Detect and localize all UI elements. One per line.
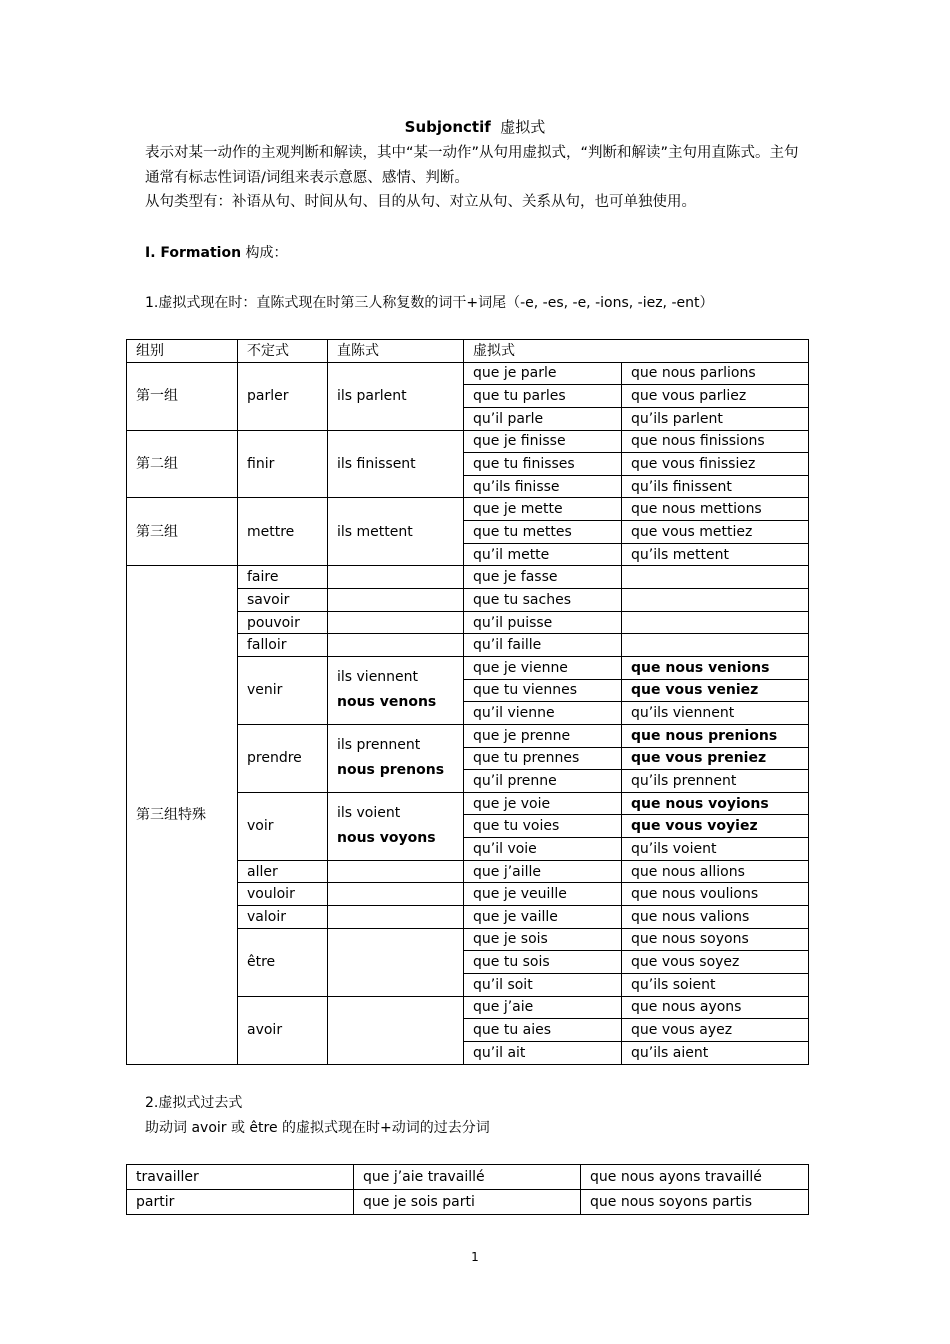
subj-cell: que je fasse xyxy=(464,566,622,589)
infinitive-cell: parler xyxy=(238,362,328,430)
subj-cell: que tu sois xyxy=(464,951,622,974)
table-row xyxy=(127,1165,809,1190)
indicative-cell: ils finissent xyxy=(328,430,464,498)
section-number: I. Formation xyxy=(145,245,242,261)
subj-cell: que nous venions xyxy=(622,656,809,679)
header-subjunctive: 虚拟式 xyxy=(464,340,809,363)
subj-cell: que tu viennes xyxy=(464,679,622,702)
subj-cell: qu’ils viennent xyxy=(622,702,809,725)
infinitive-cell: vouloir xyxy=(238,883,328,906)
header-infinitive: 不定式 xyxy=(238,340,328,363)
infinitive-cell: prendre xyxy=(238,724,328,792)
indicative-cell xyxy=(328,589,464,612)
subj-cell: que je vienne xyxy=(464,656,622,679)
table-row xyxy=(127,362,809,385)
indicative-line: ils prennent xyxy=(337,737,421,754)
subj-cell: que je veuille xyxy=(464,883,622,906)
table-row xyxy=(127,498,809,521)
subj-cell: qu’il ait xyxy=(464,1041,622,1064)
past-subjunctive-description: 助动词 avoir 或 être 的虚拟式现在时+动词的过去分词 xyxy=(145,1120,490,1136)
header-indicative: 直陈式 xyxy=(328,340,464,363)
subj-cell: qu’ils mettent xyxy=(622,543,809,566)
subj-cell: que je parle xyxy=(464,362,622,385)
subj-cell: qu’il voie xyxy=(464,838,622,861)
subj-cell: que tu parles xyxy=(464,385,622,408)
subj-cell: que tu saches xyxy=(464,589,622,612)
subj-cell: que je finisse xyxy=(464,430,622,453)
group-label: 第三组 xyxy=(127,498,238,566)
infinitive-cell: avoir xyxy=(238,996,328,1064)
infinitive-cell: être xyxy=(238,928,328,996)
subj-cell: qu’ils aient xyxy=(622,1041,809,1064)
subj-cell: que nous parlions xyxy=(622,362,809,385)
subj-cell: que vous parliez xyxy=(622,385,809,408)
subj-cell: que tu finisses xyxy=(464,453,622,476)
subj-cell: que nous mettions xyxy=(622,498,809,521)
verb-cell: partir xyxy=(127,1190,354,1215)
indicative-cell xyxy=(328,634,464,657)
subj-cell: qu’ils prennent xyxy=(622,770,809,793)
subj-cell: que nous voyions xyxy=(622,792,809,815)
subj-cell: que nous voulions xyxy=(622,883,809,906)
infinitive-cell: pouvoir xyxy=(238,611,328,634)
indicative-cell xyxy=(328,928,464,996)
table-row xyxy=(127,566,809,589)
indicative-line-bold: nous venons xyxy=(337,694,437,711)
title-latin: Subjonctif xyxy=(404,118,491,136)
indicative-line-bold: nous prenons xyxy=(337,762,445,779)
infinitive-cell: valoir xyxy=(238,906,328,929)
infinitive-cell: faire xyxy=(238,566,328,589)
indicative-cell xyxy=(328,724,464,792)
indicative-cell xyxy=(328,656,464,724)
subj-cell: qu’il soit xyxy=(464,973,622,996)
indicative-cell xyxy=(328,883,464,906)
indicative-line-bold: nous voyons xyxy=(337,830,436,847)
subj-cell: qu’il prenne xyxy=(464,770,622,793)
infinitive-cell: venir xyxy=(238,656,328,724)
subj-cell: que vous veniez xyxy=(622,679,809,702)
subj-cell: qu’ils soient xyxy=(622,973,809,996)
subj-cell: que nous allions xyxy=(622,860,809,883)
subj-cell xyxy=(622,589,809,612)
subj-cell: que nous prenions xyxy=(622,724,809,747)
indicative-line: ils viennent xyxy=(337,669,419,686)
subj-cell: que tu aies xyxy=(464,1019,622,1042)
subj-cell: que j’aie xyxy=(464,996,622,1019)
title-chinese: 虚拟式 xyxy=(500,118,546,136)
subj-cell xyxy=(622,634,809,657)
infinitive-cell: falloir xyxy=(238,634,328,657)
subj-cell: que je vaille xyxy=(464,906,622,929)
conjugation-table xyxy=(126,339,809,1065)
intro-paragraph-2: 从句类型有：补语从句、时间从句、目的从句、对立从句、关系从句，也可单独使用。 xyxy=(145,194,696,210)
subj-cell: qu’ils finissent xyxy=(622,475,809,498)
subheading-past-subjunctive: 2.虚拟式过去式 xyxy=(145,1095,243,1111)
section-heading-formation xyxy=(145,242,287,264)
subj-cell: que je mette xyxy=(464,498,622,521)
indicative-cell xyxy=(328,906,464,929)
section-label: 构成： xyxy=(245,245,288,261)
subj-cell: qu’il faille xyxy=(464,634,622,657)
subj-cell xyxy=(622,611,809,634)
subj-cell: que vous preniez xyxy=(622,747,809,770)
indicative-cell xyxy=(328,860,464,883)
subj-cell: que vous ayez xyxy=(622,1019,809,1042)
infinitive-cell: aller xyxy=(238,860,328,883)
subj-cell: qu’il puisse xyxy=(464,611,622,634)
subheading-present-subjunctive: 1.虚拟式现在时：直陈式现在时第三人称复数的词干+词尾（-e, -es, -e, -ions, -iez, -ent） xyxy=(145,295,714,311)
infinitive-cell: mettre xyxy=(238,498,328,566)
subj-cell: que je sois xyxy=(464,928,622,951)
verb-cell: travailler xyxy=(127,1165,354,1190)
subj-cell: que tu mettes xyxy=(464,521,622,544)
subj-cell: qu’il vienne xyxy=(464,702,622,725)
subj-cell: que je voie xyxy=(464,792,622,815)
page-number: 1 xyxy=(471,1250,479,1264)
table-row xyxy=(127,430,809,453)
form-cell: que j’aie travaillé xyxy=(354,1165,581,1190)
past-subjunctive-table xyxy=(126,1164,809,1215)
table-header-row xyxy=(127,340,809,363)
intro-paragraph-1: 表示对某一动作的主观判断和解读，其中“某一动作”从句用虚拟式，“判断和解读”主句用直陈式。主句通常有标志性词语/词组来表示意愿、感情、判断。 xyxy=(145,145,799,186)
subj-cell: que vous soyez xyxy=(622,951,809,974)
form-cell: que nous soyons partis xyxy=(581,1190,809,1215)
subj-cell: que nous ayons xyxy=(622,996,809,1019)
page-title xyxy=(0,117,950,137)
infinitive-cell: savoir xyxy=(238,589,328,612)
subj-cell: que vous voyiez xyxy=(622,815,809,838)
infinitive-cell: voir xyxy=(238,792,328,860)
subj-cell: qu’il parle xyxy=(464,407,622,430)
subj-cell: que nous soyons xyxy=(622,928,809,951)
table-row xyxy=(127,1190,809,1215)
indicative-cell: ils mettent xyxy=(328,498,464,566)
subj-cell: qu’ils parlent xyxy=(622,407,809,430)
subj-cell: qu’il mette xyxy=(464,543,622,566)
indicative-line: ils voient xyxy=(337,805,401,822)
subj-cell: que j’aille xyxy=(464,860,622,883)
header-group: 组别 xyxy=(127,340,238,363)
group-label: 第二组 xyxy=(127,430,238,498)
group-label: 第三组特殊 xyxy=(127,566,238,1064)
form-cell: que je sois parti xyxy=(354,1190,581,1215)
infinitive-cell: finir xyxy=(238,430,328,498)
indicative-cell xyxy=(328,996,464,1064)
subj-cell: que nous valions xyxy=(622,906,809,929)
subj-cell: que tu voies xyxy=(464,815,622,838)
subj-cell: que tu prennes xyxy=(464,747,622,770)
subj-cell: que vous finissiez xyxy=(622,453,809,476)
indicative-cell xyxy=(328,792,464,860)
form-cell: que nous ayons travaillé xyxy=(581,1165,809,1190)
subj-cell: que nous finissions xyxy=(622,430,809,453)
subj-cell: qu’ils voient xyxy=(622,838,809,861)
subj-cell: qu’ils finisse xyxy=(464,475,622,498)
indicative-cell xyxy=(328,566,464,589)
subj-cell xyxy=(622,566,809,589)
indicative-cell xyxy=(328,611,464,634)
subj-cell: que vous mettiez xyxy=(622,521,809,544)
indicative-cell: ils parlent xyxy=(328,362,464,430)
subj-cell: que je prenne xyxy=(464,724,622,747)
group-label: 第一组 xyxy=(127,362,238,430)
